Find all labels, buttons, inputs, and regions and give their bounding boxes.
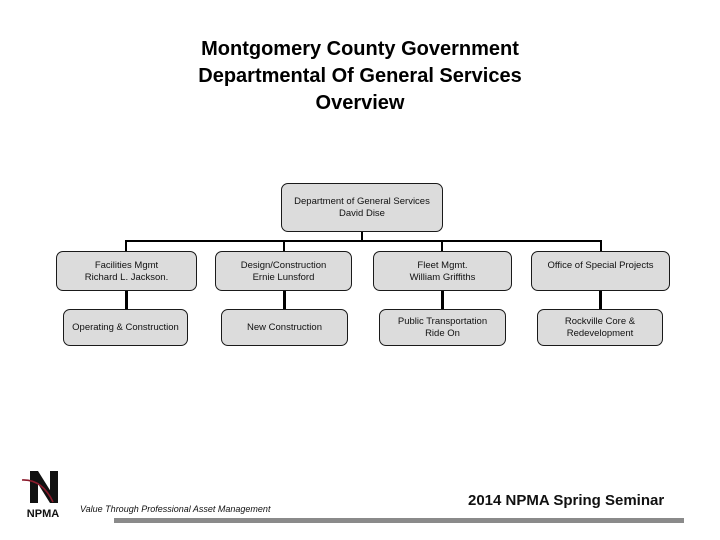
division-head: Ernie Lunsford xyxy=(252,272,315,283)
connector-child-2 xyxy=(283,291,286,309)
division-title: Fleet Mgmt. xyxy=(417,260,468,271)
unit-line-1: New Construction xyxy=(247,321,322,333)
title-line-1: Montgomery County Government xyxy=(201,38,519,60)
division-title: Office of Special Projects xyxy=(547,260,654,271)
org-box-operating-construction xyxy=(63,309,188,346)
footer-divider-bar xyxy=(114,518,684,523)
connector-div-2 xyxy=(283,240,285,251)
division-title: Design/Construction xyxy=(240,260,327,271)
division-head: William Griffiths xyxy=(409,272,476,283)
connector-div-3 xyxy=(441,240,443,251)
connector-div-1 xyxy=(125,240,127,251)
svg-text:NPMA: NPMA xyxy=(26,508,60,520)
footer-tagline: Value Through Professional Asset Management xyxy=(80,504,271,514)
unit-line-2: Redevelopment xyxy=(566,327,634,339)
org-box-public-transportation xyxy=(379,309,506,346)
connector-child-1 xyxy=(125,291,128,309)
org-box-design-construction xyxy=(215,251,352,291)
unit-line-1: Public Transportation xyxy=(397,315,488,327)
connector-horizontal xyxy=(125,240,602,242)
footer-event-title: 2014 NPMA Spring Seminar xyxy=(468,492,665,509)
connector-child-4 xyxy=(599,291,602,309)
npma-logo xyxy=(20,469,66,521)
unit-line-2: Ride On xyxy=(425,327,460,339)
org-box-root xyxy=(281,183,443,232)
org-box-fleet-mgmt xyxy=(373,251,512,291)
division-head: Richard L. Jackson. xyxy=(84,272,169,283)
slide-title xyxy=(0,36,720,117)
org-box-rockville-core xyxy=(537,309,663,346)
unit-line-1: Operating & Construction xyxy=(72,321,179,333)
org-box-new-construction xyxy=(221,309,348,346)
title-line-3: Overview xyxy=(315,92,405,114)
connector-div-4 xyxy=(600,240,602,251)
org-box-special-projects xyxy=(531,251,670,291)
connector-child-3 xyxy=(441,291,444,309)
root-name: David Dise xyxy=(339,207,385,219)
root-title: Department of General Services xyxy=(294,195,430,207)
title-line-2: Departmental Of General Services xyxy=(198,65,522,87)
npma-logo-icon xyxy=(20,469,66,521)
division-title: Facilities Mgmt xyxy=(94,260,159,271)
unit-line-1: Rockville Core & xyxy=(564,315,636,327)
org-box-facilities-mgmt xyxy=(56,251,197,291)
